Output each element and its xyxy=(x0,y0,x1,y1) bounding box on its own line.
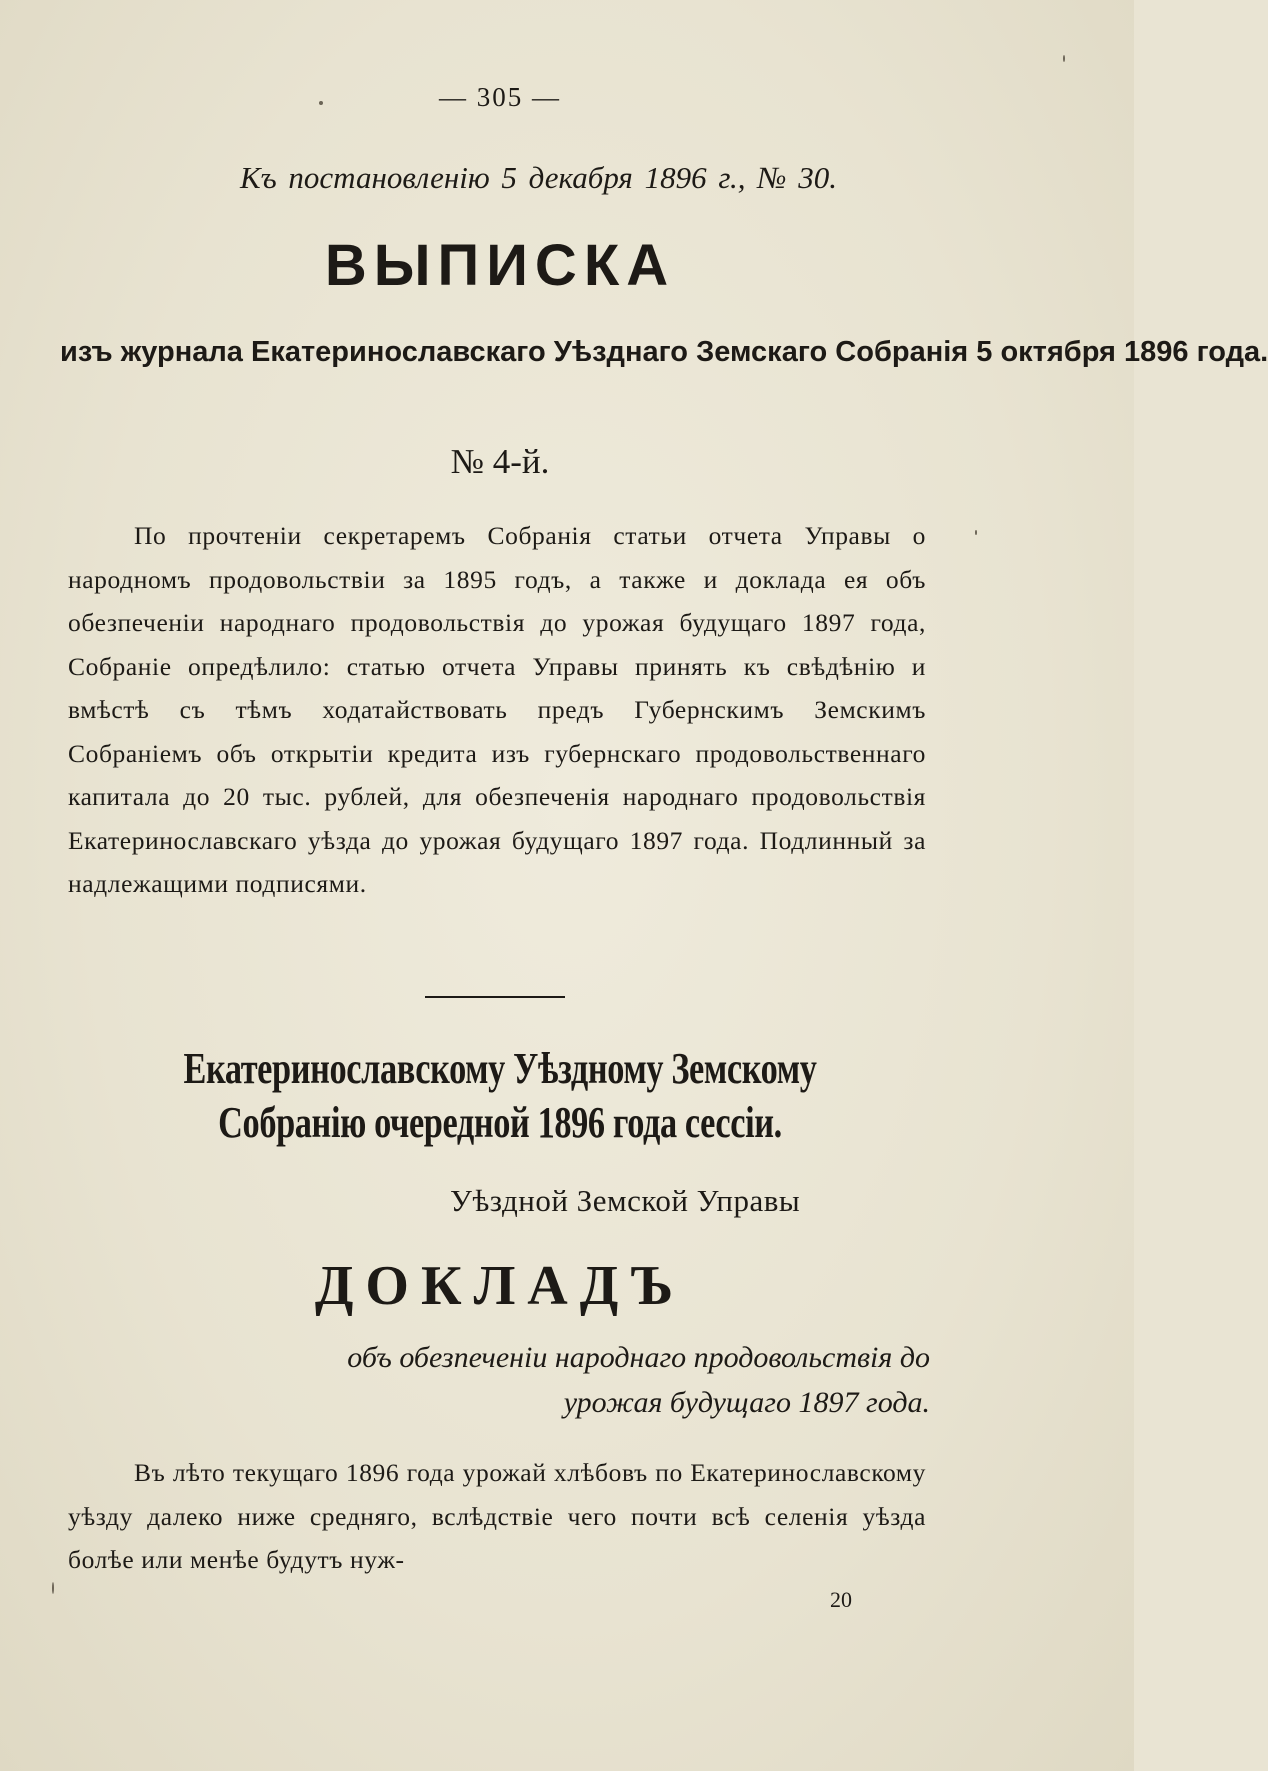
address-heading: Екатеринославскому Уѣздному Земскому Собранію очередной 1896 года сессіи. xyxy=(183,1044,817,1147)
decision-number: № 4-й. xyxy=(450,442,550,481)
ink-speck xyxy=(1063,55,1065,62)
decision-paragraph xyxy=(68,514,926,906)
section-divider xyxy=(425,996,565,998)
extract-title: ВЫПИСКА xyxy=(324,233,676,298)
report-paragraph xyxy=(68,1451,926,1582)
ink-speck xyxy=(52,1582,54,1594)
decision-text: По прочтеніи секретаремъ Собранія статьи отчета Управы о народномъ продовольствіи за 1895 годъ, а также и доклада ея объ обезпеченіи народнаго продовольствія до урожая будущаго 1897 года, Собраніе опредѣлило: статью отчета Управы принять къ свѣдѣнію и вмѣстѣ съ тѣмъ ходатайствовать предъ Губернскимъ Земскимъ Собраніемъ объ открытіи кредита изъ губернскаго продовольственнаго капитала до 20 тыс. рублей, для обезпеченія народнаго продовольствія Екатеринославскаго уѣзда до урожая будущаго 1897 года. Подлинный за надлежащими подписями. xyxy=(68,521,926,898)
report-title: ДОКЛАДЪ xyxy=(314,1255,686,1317)
report-subtitle: объ обезпеченіи народнаго продовольствія до урожая будущаго 1897 года. xyxy=(347,1341,930,1419)
signature-mark: 20 xyxy=(830,1587,852,1612)
journal-heading: изъ журнала Екатеринославскаго Уѣзднаго Земскаго Собранія 5 октября 1896 года. xyxy=(60,336,1268,368)
resolution-reference: Къ постановленію 5 декабря 1896 г., № 30. xyxy=(240,160,837,195)
report-text: Въ лѣто текущаго 1896 года урожай хлѣбовъ по Екатеринославскому уѣзду далеко ниже средняго, вслѣдствіе чего почти всѣ селенія уѣзда болѣе или менѣе будутъ нуж- xyxy=(68,1458,926,1574)
ink-speck xyxy=(975,530,977,535)
page-number: — 305 — xyxy=(439,82,561,112)
board-line: Уѣздной Земской Управы xyxy=(450,1183,801,1218)
ink-speck xyxy=(319,101,323,105)
